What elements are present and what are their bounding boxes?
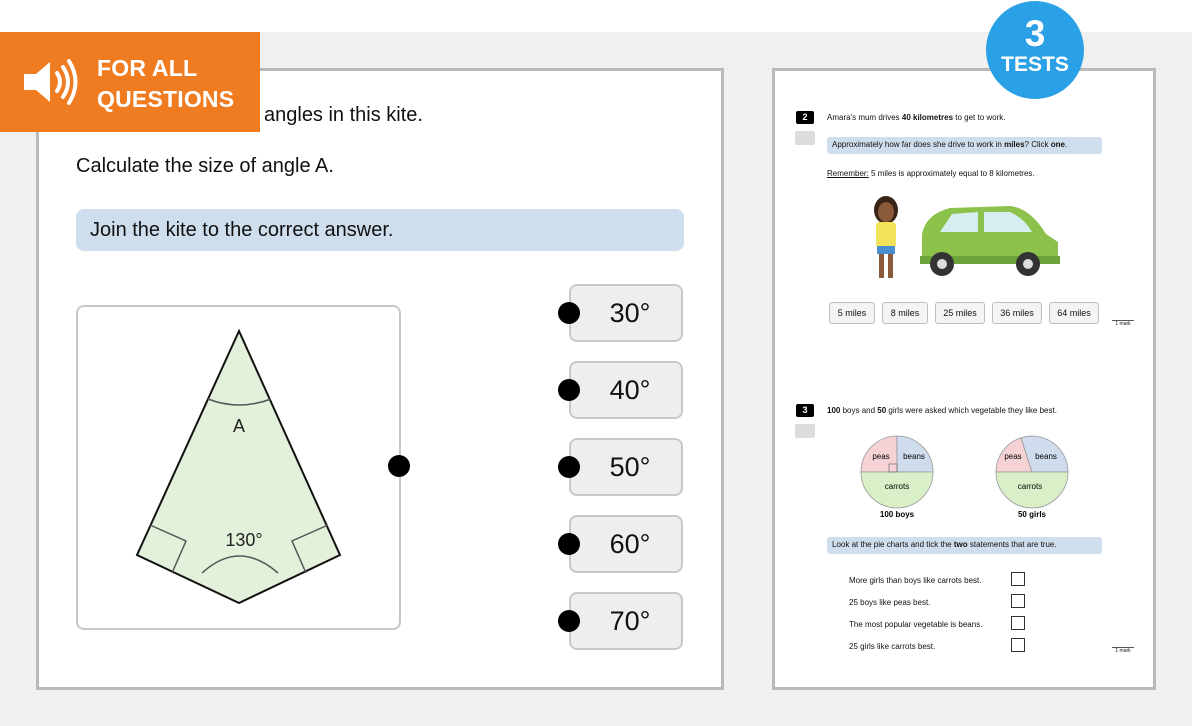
q2-text: Amara's mum drives 40 kilometres to get to work. <box>827 113 1006 122</box>
mark-label: 1 mark <box>1112 320 1134 327</box>
q3-text: 100 boys and 50 girls were asked which vegetable they like best. <box>827 406 1057 415</box>
answer-connector-dot[interactable] <box>558 456 580 478</box>
statement-text: More girls than boys like carrots best. <box>849 576 982 585</box>
kite-card[interactable] <box>76 305 401 630</box>
mini-speaker-icon[interactable] <box>795 131 815 145</box>
girl-and-car-illustration <box>860 190 1070 285</box>
boys-caption: 100 boys <box>879 510 915 519</box>
tests-badge <box>986 1 1084 99</box>
test-preview-panel <box>772 68 1156 690</box>
miles-option-button[interactable]: 25 miles <box>935 302 985 324</box>
question-text-line2: Calculate the size of angle A. <box>76 155 334 177</box>
tests-label: TESTS <box>1001 53 1069 76</box>
statement-text: The most popular vegetable is beans. <box>849 620 983 629</box>
mini-speaker-icon[interactable] <box>795 424 815 438</box>
girls-caption: 50 girls <box>1017 510 1047 519</box>
q3-instruction: Look at the pie charts and tick the two statements that are true. <box>827 537 1102 554</box>
answer-option[interactable]: 50° <box>569 438 683 496</box>
pie-label-carrots: carrots <box>884 482 910 491</box>
pie-label-peas: peas <box>1004 452 1022 461</box>
answer-connector-dot[interactable] <box>558 533 580 555</box>
answer-option[interactable]: 30° <box>569 284 683 342</box>
answer-option[interactable]: 60° <box>569 515 683 573</box>
question-text-line1: angles in this kite. <box>264 104 423 126</box>
mark-label: 1 mark <box>1112 647 1134 654</box>
speaker-icon <box>20 58 80 106</box>
audio-for-all-button[interactable] <box>0 32 260 132</box>
statement-text: 25 girls like carrots best. <box>849 642 936 651</box>
pie-label-beans: beans <box>1035 452 1057 461</box>
answer-connector-dot[interactable] <box>558 379 580 401</box>
audio-badge-label: FOR ALL QUESTIONS <box>97 55 235 112</box>
miles-option-button[interactable]: 8 miles <box>882 302 928 324</box>
statement-checkbox[interactable] <box>1011 594 1025 608</box>
tests-count: 3 <box>1024 13 1046 54</box>
miles-option-button[interactable]: 5 miles <box>829 302 875 324</box>
kite-connector-dot[interactable] <box>388 455 410 477</box>
angle-a-label: A <box>232 416 246 436</box>
girls-pie-chart <box>990 428 1080 522</box>
question-number-badge: 2 <box>796 111 814 124</box>
boys-pie-chart <box>855 428 945 522</box>
statement-text: 25 boys like peas best. <box>849 598 931 607</box>
q2-remember: Remember: 5 miles is approximately equal to 8 kilometres. <box>827 169 1035 178</box>
pie-label-beans: beans <box>903 452 925 461</box>
answer-connector-dot[interactable] <box>558 610 580 632</box>
statement-checkbox[interactable] <box>1011 616 1025 630</box>
answer-option[interactable]: 40° <box>569 361 683 419</box>
pie-label-carrots: carrots <box>1017 482 1043 491</box>
question-number-badge: 3 <box>796 404 814 417</box>
miles-option-button[interactable]: 64 miles <box>1049 302 1099 324</box>
pie-label-peas: peas <box>872 452 890 461</box>
answer-option[interactable]: 70° <box>569 592 683 650</box>
answer-connector-dot[interactable] <box>558 302 580 324</box>
statement-checkbox[interactable] <box>1011 572 1025 586</box>
kite-diagram <box>78 307 399 628</box>
angle-130-label: 130° <box>225 530 263 550</box>
instruction-banner: Join the kite to the correct answer. <box>76 209 684 251</box>
q2-instruction: Approximately how far does she drive to work in miles? Click one. <box>827 137 1102 154</box>
statement-checkbox[interactable] <box>1011 638 1025 652</box>
miles-option-button[interactable]: 36 miles <box>992 302 1042 324</box>
